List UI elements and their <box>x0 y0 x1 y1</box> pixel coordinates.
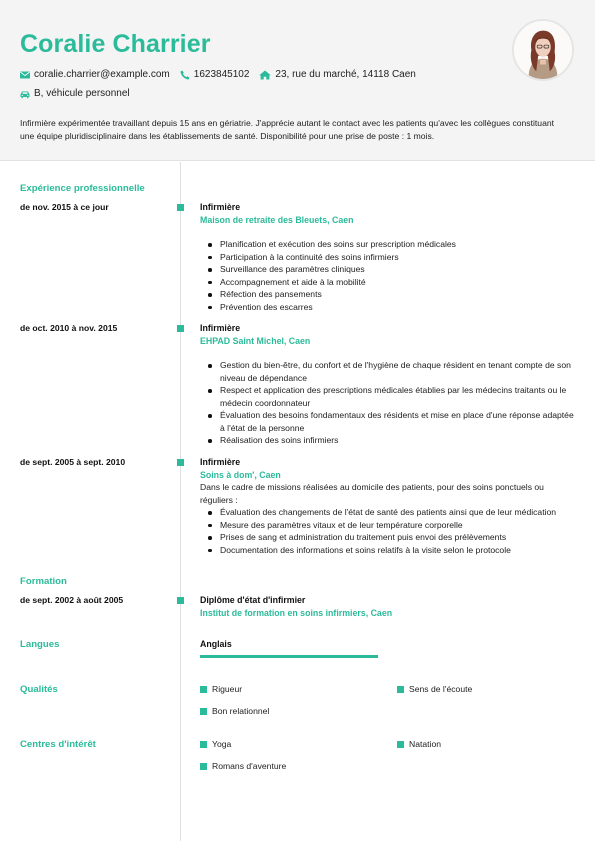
quality-label: Sens de l'écoute <box>409 684 473 694</box>
task-item: Prévention des escarres <box>200 301 575 314</box>
square-bullet-icon <box>397 741 404 748</box>
task-item: Planification et exécution des soins sur prescription médicales <box>200 238 575 251</box>
task-item: Documentation des informations et soins relatifs à la visite selon le protocole <box>200 544 575 557</box>
car-icon <box>20 89 30 99</box>
license-row <box>20 88 140 99</box>
task-item: Surveillance des paramètres cliniques <box>200 263 575 276</box>
square-bullet-icon <box>397 686 404 693</box>
job-date-3: de sept. 2005 à sept. 2010 <box>20 457 126 467</box>
job-organization: Maison de retraite des Bleuets, Caen <box>200 214 354 225</box>
task-item: Évaluation des besoins fondamentaux des résidents et mise en place d'une réponse adaptée à l'état de la personne <box>200 409 575 434</box>
profile-summary: Infirmière expérimentée travaillant depuis 15 ans en gériatrie. J'apprécie autant le contact avec les patients qu'avec les collègues constituant une équipe pluridisciplinaire dans les établissements de santé. Disponibilité pour une prise de poste : 1 mois. <box>20 118 555 141</box>
job-tasks <box>200 359 575 447</box>
timeline-marker <box>177 597 184 604</box>
address-text: 23, rue du marché, 14118 Caen <box>275 69 416 80</box>
quality-item <box>397 684 472 694</box>
job-organization: EHPAD Saint Michel, Caen <box>200 335 311 346</box>
interest-label: Romans d'aventure <box>212 761 287 771</box>
job-entry-3 <box>200 456 575 556</box>
job-title: Infirmière <box>200 323 241 333</box>
square-bullet-icon <box>200 763 207 770</box>
task-item: Évaluation des changements de l'état de santé des patients ainsi que de leur médication <box>200 506 575 519</box>
email-text: coralie.charrier@example.com <box>34 69 170 80</box>
license-text: B, véhicule personnel <box>34 88 130 99</box>
job-date-1: de nov. 2015 à ce jour <box>20 202 109 212</box>
task-item: Gestion du bien-être, du confort et de l'hygiène de chaque résident en tenant compte de son niveau de dépendance <box>200 359 575 384</box>
task-item: Réfection des pansements <box>200 288 575 301</box>
phone-icon <box>180 70 190 80</box>
candidate-name: Coralie Charrier <box>20 30 211 58</box>
task-item: Mesure des paramètres vitaux et de leur température corporelle <box>200 519 575 532</box>
education-entry <box>200 594 575 619</box>
job-entry-1 <box>200 201 575 313</box>
timeline-marker <box>177 204 184 211</box>
section-title-interests: Centres d'intérêt <box>20 739 96 750</box>
envelope-icon <box>20 70 30 80</box>
language-level-bar <box>200 655 378 658</box>
interest-item <box>397 739 441 749</box>
header <box>0 0 595 161</box>
task-item: Réalisation des soins infirmiers <box>200 434 575 447</box>
timeline-marker <box>177 325 184 332</box>
contact-row <box>20 69 426 80</box>
timeline-marker <box>177 459 184 466</box>
language-name: Anglais <box>200 639 232 649</box>
license-item <box>20 88 130 99</box>
section-title-qualities: Qualités <box>20 684 58 695</box>
job-description: Dans le cadre de missions réalisées au domicile des patients, pour des soins ponctuels ou réguliers : <box>200 482 544 505</box>
education-date: de sept. 2002 à août 2005 <box>20 595 124 605</box>
task-item: Prises de sang et administration du traitement puis envoi des prélèvements <box>200 531 575 544</box>
quality-item <box>200 684 242 694</box>
job-title: Infirmière <box>200 457 241 467</box>
profile-photo <box>512 19 574 81</box>
phone-text: 1623845102 <box>193 69 250 80</box>
square-bullet-icon <box>200 708 207 715</box>
section-title-experience: Expérience professionnelle <box>20 183 145 194</box>
section-title-education: Formation <box>20 576 67 587</box>
quality-item <box>200 706 269 716</box>
interest-item <box>200 761 286 771</box>
task-item: Respect et application des prescriptions médicales établies par les médecins traitants ou le médecin coordonnateur <box>200 384 575 409</box>
address-item <box>259 69 415 80</box>
email-item[interactable] <box>20 69 170 80</box>
portrait-image <box>514 21 572 79</box>
square-bullet-icon <box>200 741 207 748</box>
quality-label: Bon relationnel <box>212 706 270 716</box>
job-organization: Soins à dom', Caen <box>200 469 281 480</box>
job-title: Infirmière <box>200 202 241 212</box>
timeline-line <box>180 162 181 841</box>
phone-item[interactable] <box>180 69 250 80</box>
job-tasks <box>200 506 575 556</box>
interest-label: Natation <box>409 739 442 749</box>
interest-item <box>200 739 231 749</box>
quality-label: Rigueur <box>212 684 243 694</box>
square-bullet-icon <box>200 686 207 693</box>
school-name: Institut de formation en soins infirmiers, Caen <box>200 607 393 618</box>
job-entry-2 <box>200 322 575 447</box>
task-item: Accompagnement et aide à la mobilité <box>200 276 575 289</box>
degree-title: Diplôme d'état d'infirmier <box>200 595 306 605</box>
home-icon <box>259 70 271 80</box>
section-title-languages: Langues <box>20 639 60 650</box>
job-date-2: de oct. 2010 à nov. 2015 <box>20 323 118 333</box>
task-item: Participation à la continuité des soins infirmiers <box>200 251 575 264</box>
job-tasks <box>200 238 575 313</box>
interest-label: Yoga <box>212 739 232 749</box>
